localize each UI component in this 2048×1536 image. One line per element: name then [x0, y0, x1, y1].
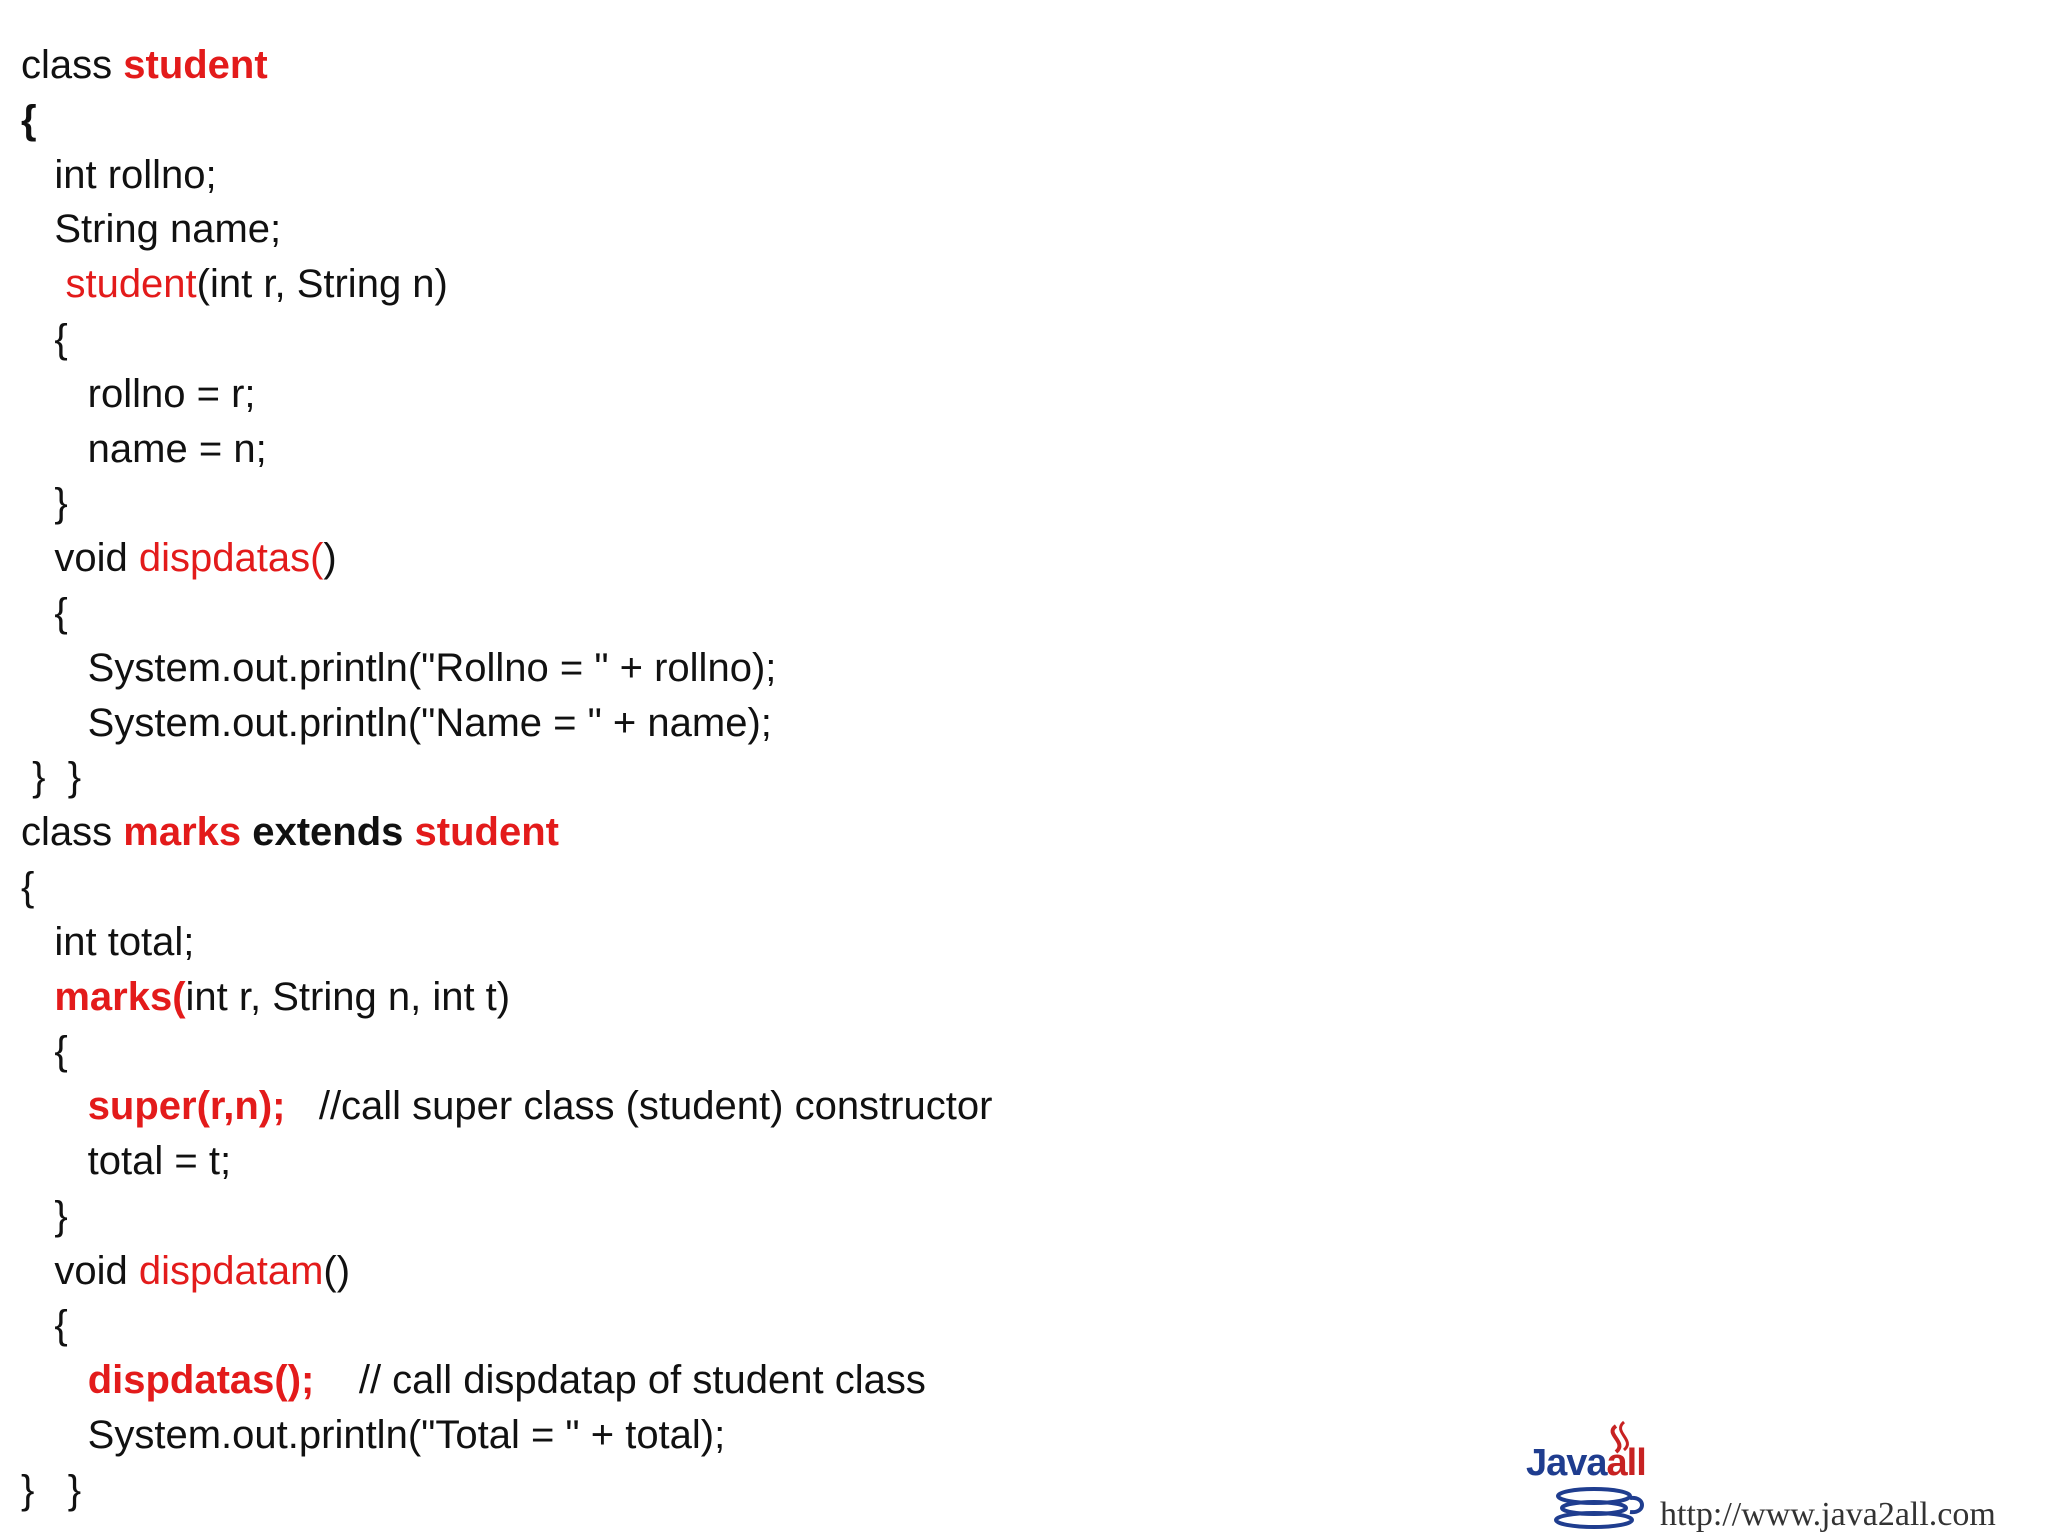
code-line — [21, 1079, 992, 1134]
logo-word-all: all — [1606, 1442, 1646, 1484]
code-line — [21, 1408, 992, 1463]
code-token: int total; — [21, 919, 195, 964]
code-token: ) — [323, 536, 337, 581]
logo-wordmark — [1526, 1442, 1646, 1485]
code-line — [21, 1463, 992, 1518]
code-line — [21, 367, 992, 422]
code-line — [21, 805, 992, 860]
code-line — [21, 531, 992, 586]
code-token-bold: { — [21, 97, 37, 142]
code-token — [21, 262, 65, 306]
code-token: { — [21, 590, 68, 635]
code-token: { — [21, 1029, 68, 1074]
java2all-logo — [1512, 1420, 1672, 1532]
code-block — [21, 38, 992, 1518]
code-line — [21, 38, 992, 93]
code-line — [21, 1134, 992, 1189]
code-line — [21, 148, 992, 203]
site-url: http://www.java2all.com — [1660, 1496, 1996, 1533]
code-line — [21, 586, 992, 641]
code-token-redbold: marks — [123, 810, 242, 855]
code-line — [21, 422, 992, 477]
code-line — [21, 915, 992, 970]
code-token-redbold: super(r,n); — [87, 1084, 286, 1129]
code-token: } } — [21, 1467, 82, 1512]
code-token — [21, 1084, 88, 1128]
code-token: System.out.println("Rollno = " + rollno); — [21, 645, 777, 690]
code-token: () — [323, 1248, 351, 1293]
code-token: } } — [21, 755, 82, 800]
code-token: } — [21, 1193, 68, 1238]
code-token: void — [21, 536, 139, 581]
code-token-red: dispdatam — [138, 1248, 324, 1293]
code-token — [21, 975, 54, 1019]
code-line — [21, 1244, 992, 1299]
code-token-bold: extends — [241, 810, 415, 855]
code-token: class — [21, 810, 124, 855]
code-line — [21, 641, 992, 696]
code-token: //call super class (student) constructor — [285, 1084, 993, 1129]
code-token-red: student — [65, 262, 197, 307]
code-line — [21, 750, 992, 805]
code-token: void — [21, 1248, 139, 1293]
code-token: // call dispdatap of student class — [314, 1358, 926, 1403]
code-token: System.out.println("Total = " + total); — [21, 1412, 726, 1457]
code-token-redbold: student — [123, 43, 268, 87]
code-token: String name; — [21, 207, 282, 252]
code-line — [21, 1024, 992, 1079]
code-token: class — [21, 43, 124, 87]
code-token: { — [21, 864, 35, 909]
code-token-redbold: marks( — [54, 974, 186, 1019]
code-line — [21, 1189, 992, 1244]
code-line — [21, 1298, 992, 1353]
code-line — [21, 860, 992, 915]
code-token: } — [21, 481, 68, 526]
code-line — [21, 202, 992, 257]
code-line — [21, 93, 992, 148]
code-token: (int r, String n) — [196, 262, 448, 307]
code-token-red: dispdatas( — [138, 536, 324, 581]
code-token-redbold: student — [414, 810, 559, 855]
code-token: int r, String n, int t) — [185, 974, 511, 1019]
code-token: name = n; — [21, 426, 267, 471]
code-line — [21, 312, 992, 367]
code-token: System.out.println("Name = " + name); — [21, 700, 772, 745]
code-token: { — [21, 316, 68, 361]
code-line — [21, 257, 992, 312]
code-token: rollno = r; — [21, 371, 256, 416]
code-line — [21, 1353, 992, 1408]
code-line — [21, 970, 992, 1025]
code-token: total = t; — [21, 1138, 232, 1183]
code-token — [21, 1358, 88, 1402]
code-token: int rollno; — [21, 152, 217, 197]
logo-word-java: Java — [1526, 1442, 1607, 1484]
code-token-redbold: dispdatas(); — [87, 1358, 315, 1403]
code-line — [21, 476, 992, 531]
code-token: { — [21, 1303, 68, 1348]
code-line — [21, 696, 992, 751]
